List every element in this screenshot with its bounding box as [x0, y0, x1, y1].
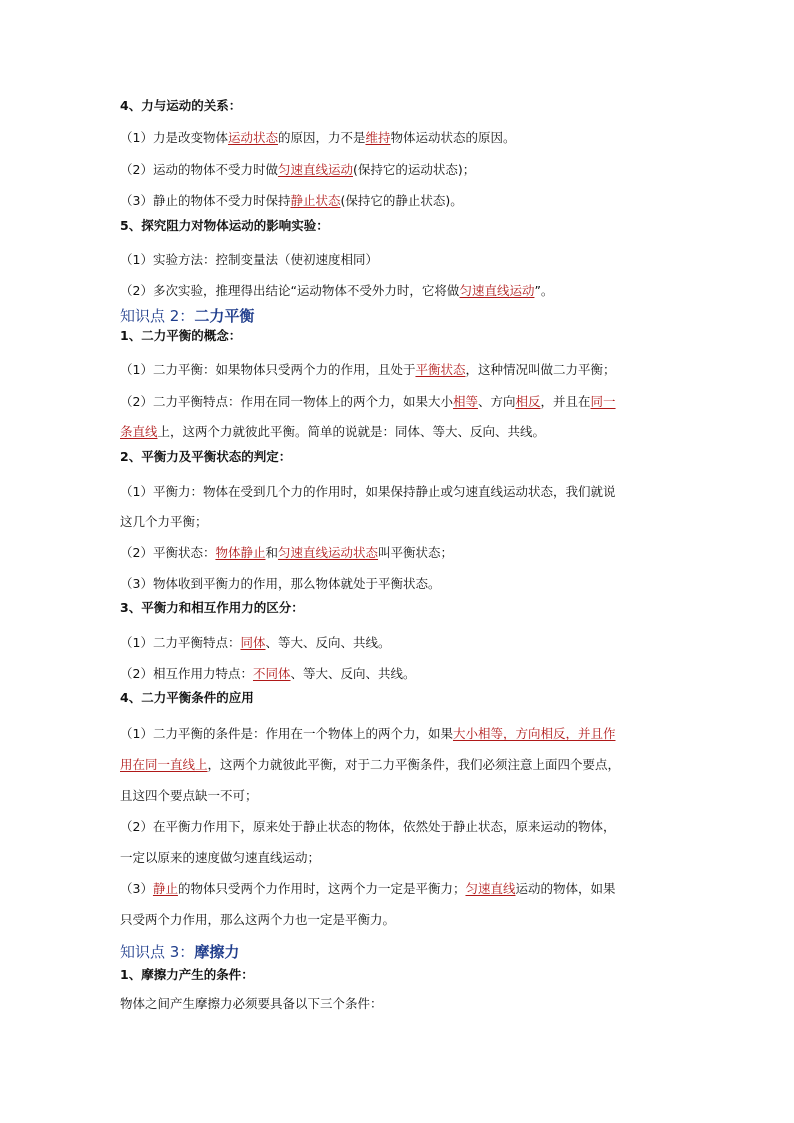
kp2-heading-2: 2、平衡力及平衡状态的判定：: [120, 449, 292, 464]
key-term: 大小相等，方向相反，并且作: [452, 726, 616, 741]
kp2-line-d2: （2）在平衡力作用下，原来处于静止状态的物体，依然处于静止状态，原来运动的物体，: [120, 819, 616, 834]
kp3-paragraph-1: 物体之间产生摩擦力必须要具备以下三个条件：: [120, 996, 383, 1011]
text: ”。: [534, 283, 554, 298]
knowledge-point-2-title: [120, 306, 254, 326]
kp2-line-c2: [120, 664, 416, 684]
text: （2）运动的物体不受力时做: [120, 162, 278, 177]
key-term: 条直线: [120, 424, 158, 439]
key-term: 平衡状态: [415, 362, 466, 377]
key-term: 静止: [152, 881, 178, 896]
key-term: 相反: [515, 394, 541, 409]
text: （2）平衡状态：: [120, 545, 216, 560]
kp2-line-d3b: 只受两个力作用，那么这两个力也一定是平衡力。: [120, 912, 396, 927]
kp2-heading-3: 3、平衡力和相互作用力的区分：: [120, 600, 304, 615]
text: （1）二力平衡：如果物体只受两个力的作用，且处于: [120, 362, 416, 377]
key-term: 不同体: [252, 666, 291, 681]
text: 运动的物体，如果: [515, 881, 616, 896]
kp2-line-d1b: [120, 755, 620, 775]
key-term: 同一: [590, 394, 616, 409]
title-main: 二力平衡: [194, 307, 255, 325]
section-4-line-2: [120, 160, 475, 180]
text: ，这种情况叫做二力平衡；: [465, 362, 616, 377]
text: （1）二力平衡特点：: [120, 635, 241, 650]
kp2-line-b3: （3）物体收到平衡力的作用，那么物体就处于平衡状态。: [120, 576, 441, 591]
section-4-line-1: [120, 128, 516, 148]
text: 上，这两个力就彼此平衡。简单的说就是：同体、等大、反向、共线。: [157, 424, 546, 439]
key-term: 匀速直线: [465, 881, 516, 896]
text: 、等大、反向、共线。: [265, 635, 391, 650]
section-5-heading: 5、探究阻力对物体运动的影响实验：: [120, 218, 329, 233]
kp2-line-a1: [120, 360, 616, 380]
kp2-line-d3: [120, 879, 616, 899]
title-prefix: 知识点 2：: [120, 307, 195, 325]
kp2-line-c1: [120, 633, 391, 653]
knowledge-point-3-title: [120, 942, 239, 962]
text: ，这两个力就彼此平衡，对于二力平衡条件，我们必须注意上面四个要点，: [207, 757, 621, 772]
text: （3）静止的物体不受力时保持: [120, 193, 291, 208]
title-prefix: 知识点 3：: [120, 943, 195, 961]
text: （2）二力平衡特点：作用在同一物体上的两个力，如果大小: [120, 394, 453, 409]
key-term: 匀速直线运动: [277, 162, 353, 177]
kp2-line-d1: [120, 724, 615, 744]
text: 、方向: [477, 394, 516, 409]
key-term: 用在同一直线上: [120, 757, 208, 772]
text: (保持它的运动状态)；: [352, 162, 476, 177]
key-term: 运动状态: [227, 130, 278, 145]
section-5-line-1: （1）实验方法：控制变量法（使初速度相同）: [120, 252, 378, 267]
key-term: 相等: [452, 394, 478, 409]
text: 、等大、反向、共线。: [290, 666, 416, 681]
text: (保持它的静止状态)。: [340, 193, 463, 208]
kp2-line-b1b: 这几个力平衡；: [120, 514, 208, 529]
kp2-heading-4: 4、二力平衡条件的应用: [120, 690, 254, 705]
section-4-line-3: [120, 191, 463, 211]
key-term: 匀速直线运动状态: [278, 545, 379, 560]
text: （2）多次实验，推理得出结论“运动物体不受外力时，它将做: [120, 283, 460, 298]
key-term: 静止状态: [290, 193, 341, 208]
kp2-line-d1c: 且这四个要点缺一不可；: [120, 788, 258, 803]
kp2-line-b1: （1）平衡力：物体在受到几个力的作用时，如果保持静止或匀速直线运动状态，我们就说: [120, 484, 616, 499]
text: （1）力是改变物体: [120, 130, 228, 145]
section-5-line-2: [120, 281, 553, 301]
text: 的原因，力不是: [277, 130, 366, 145]
key-term: 维持: [365, 130, 391, 145]
text: 叫平衡状态；: [378, 545, 454, 560]
kp2-line-b2: [120, 543, 453, 563]
text: ，并且在: [540, 394, 591, 409]
title-main: 摩擦力: [194, 943, 240, 961]
kp2-line-a2b: [120, 422, 545, 442]
kp2-line-a2: [120, 392, 616, 412]
text: 和: [265, 545, 278, 560]
text: （2）相互作用力特点：: [120, 666, 253, 681]
kp3-heading-1: 1、摩擦力产生的条件：: [120, 967, 254, 982]
text: （3）: [120, 881, 153, 896]
text: （1）二力平衡的条件是：作用在一个物体上的两个力，如果: [120, 726, 453, 741]
text: 的物体只受两个力作用时，这两个力一定是平衡力；: [177, 881, 466, 896]
kp2-heading-1: 1、二力平衡的概念：: [120, 328, 242, 343]
key-term: 同体: [240, 635, 266, 650]
kp2-line-d2b: 一定以原来的速度做匀速直线运动；: [120, 850, 321, 865]
key-term: 物体静止: [215, 545, 266, 560]
section-4-heading: 4、力与运动的关系：: [120, 98, 242, 113]
key-term: 匀速直线运动: [459, 283, 535, 298]
text: 物体运动状态的原因。: [390, 130, 516, 145]
